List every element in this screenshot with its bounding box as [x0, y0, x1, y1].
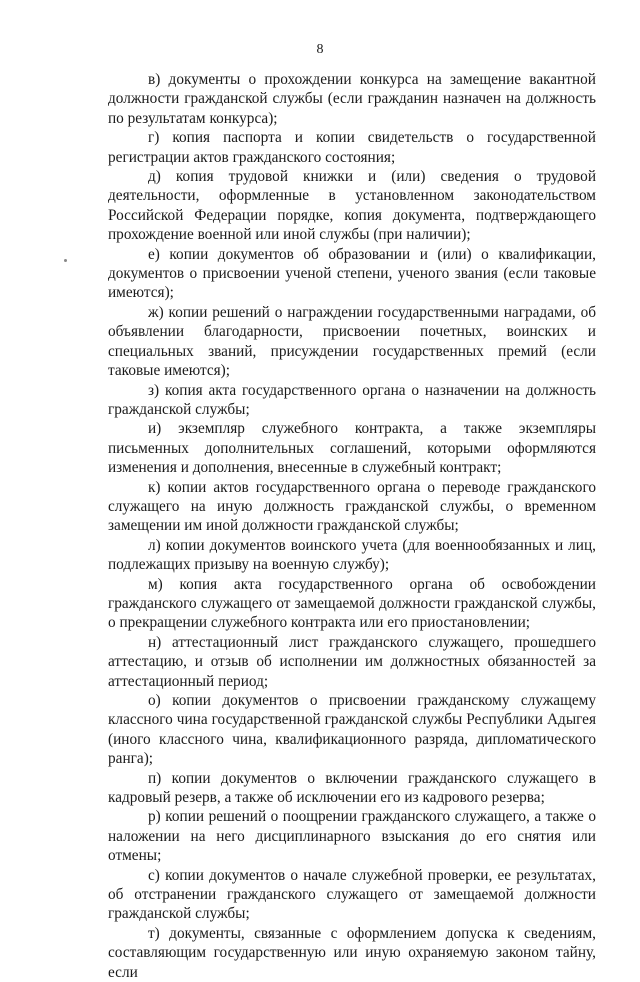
paragraph-k: к) копии актов государственного органа о переводе гражданского служащего на иную должность гражданской службы, о временном замещении им иной должности гражданской службы; [108, 478, 596, 535]
paragraph-e: е) копии документов об образовании и (или) о квалификации, документов о присвоении ученой степени, ученого звания (если таковые имеются); [108, 245, 596, 302]
paragraph-i: и) экземпляр служебного контракта, а также экземпляры письменных дополнительных соглашений, которыми оформляются изменения и дополнения, внесенные в служебный контракт; [108, 420, 596, 477]
paragraph-z: з) копия акта государственного органа о назначении на должность гражданской службы; [108, 381, 596, 418]
paragraph-l: л) копии документов воинского учета (для военнообязанных и лиц, подлежащих призыву на военную службу); [108, 536, 596, 574]
document-body [108, 70, 596, 982]
paragraph-s: с) копии документов о начале служебной проверки, ее результатах, об отстранении гражданского служащего от замещаемой должности гражданской службы; [108, 866, 596, 923]
paragraph-zh: ж) копии решений о награждении государственными наградами, об объявлении благодарности, присвоении почетных, воинских и специальных званий, присуждении государственных премий (если таковые имеются); [108, 303, 596, 380]
paragraph-o: о) копии документов о присвоении гражданскому служащему классного чина государственной гражданской службы Республики Адыгея (иного классного чина, квалификационного разряда, дипломатического ранга); [108, 692, 596, 768]
paragraph-t: т) документы, связанные с оформлением допуска к сведениям, составляющим государственную или иную охраняемую законом тайну, если [108, 924, 596, 981]
paragraph-v: в) документы о прохождении конкурса на замещение вакантной должности гражданской службы (если гражданин назначен на должность по результатам конкурса); [108, 71, 596, 127]
scan-artifact-dot [64, 259, 67, 262]
paragraph-g: г) копия паспорта и копии свидетельств о государственной регистрации актов гражданского состояния; [108, 129, 596, 166]
paragraph-d: д) копия трудовой книжки и (или) сведения о трудовой деятельности, оформленные в установленном законодательством Российской Федерации порядке, копия документа, подтверждающего прохождение военной или иной службы (при наличии); [108, 168, 596, 244]
page-number: 8 [316, 42, 324, 57]
paragraph-n: н) аттестационный лист гражданского служащего, прошедшего аттестацию, и отзыв об исполнении им должностных обязанностей за аттестационный период; [108, 633, 596, 690]
paragraph-r: р) копии решений о поощрении гражданского служащего, а также о наложении на него дисциплинарного взыскания до его снятия или отмены; [108, 808, 596, 865]
paragraph-p: п) копии документов о включении гражданского служащего в кадровый резерв, а также об исключении его из кадрового резерва; [108, 769, 596, 807]
paragraph-m: м) копия акта государственного органа об освобождении гражданского служащего от замещаемой должности гражданской службы, о прекращении служебного контракта или его приостановлении; [108, 575, 596, 632]
